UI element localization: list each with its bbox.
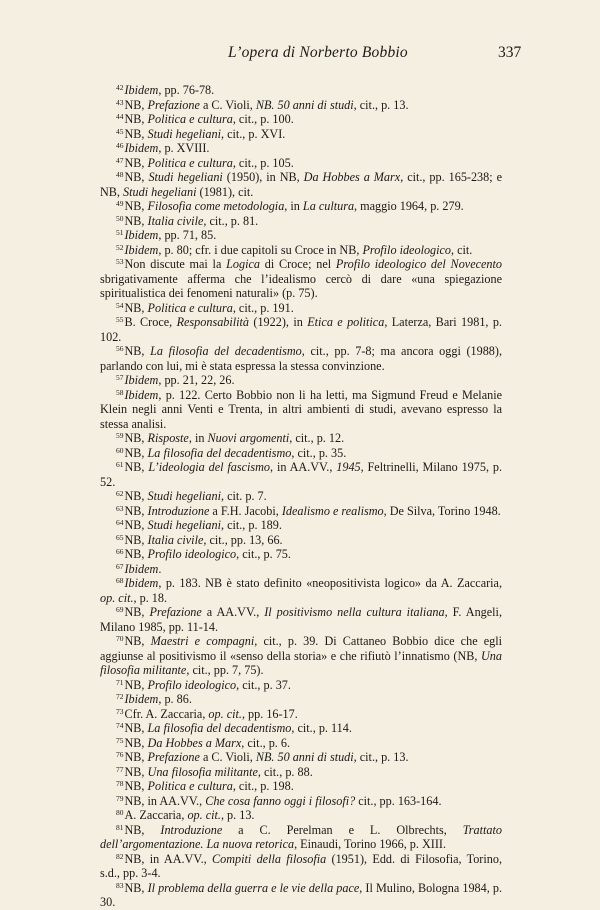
- endnote-italic-title: La cultura: [302, 199, 355, 213]
- endnote-number: 74: [116, 721, 124, 730]
- endnote-italic-title: Studi hegeliani: [123, 184, 197, 199]
- endnote: [100, 141, 502, 156]
- endnote-text: , cit., p. XVI.: [220, 126, 286, 141]
- endnote-number: 55: [116, 315, 124, 324]
- endnote-italic-title: Ibidem: [124, 692, 159, 706]
- endnote-italic-title: Che cosa fanno oggi i filosofi?: [205, 793, 356, 808]
- endnote-italic-title: op. cit.: [187, 808, 221, 822]
- endnote-number: 47: [116, 155, 124, 165]
- endnote-number: 49: [116, 199, 124, 208]
- endnote-text: , pp. 76-78.: [158, 83, 215, 97]
- endnote-text: sbrigativamente afferma che l’idealismo cercò di dare «una spiegazione spiritualistica dei fenomeni naturali» (p. 75).: [100, 271, 502, 300]
- endnote-italic-title: Profilo ideologico: [362, 242, 452, 257]
- endnote-text: NB,: [124, 489, 148, 503]
- endnote: [100, 605, 502, 634]
- endnote-text: NB,: [124, 779, 148, 793]
- endnote: [100, 301, 502, 316]
- endnote-text: , in: [188, 431, 208, 445]
- endnote: [100, 112, 502, 127]
- endnote: [100, 460, 502, 489]
- endnote-number: 51: [116, 228, 124, 237]
- endnote-text: , p. XVIII.: [158, 141, 210, 155]
- endnote-text: , cit., p. 198.: [232, 779, 294, 793]
- endnote-italic-title: Filosofia come metodologia: [147, 199, 285, 213]
- endnote-italic-title: 1945: [336, 460, 361, 474]
- endnote-italic-title: Profilo ideologico del Novecento: [335, 257, 502, 271]
- endnote-number: 48: [116, 170, 124, 179]
- endnote-italic-title: Politica e cultura: [147, 112, 233, 126]
- endnote-text: NB,: [124, 445, 148, 460]
- endnote: [100, 547, 502, 562]
- endnote-italic-title: La filosofia del decadentismo: [147, 445, 292, 460]
- endnote: [100, 823, 502, 852]
- endnote-text: , p. 13.: [220, 808, 255, 822]
- endnote-text: B. Croce,: [124, 315, 177, 329]
- endnote-number: 75: [116, 735, 124, 745]
- endnote-text: , cit., p. 35.: [291, 445, 347, 460]
- endnote-text: NB,: [124, 764, 148, 779]
- endnote-italic-title: Studi hegeliani: [148, 170, 223, 184]
- endnote-text: , p. 86.: [158, 692, 192, 706]
- endnote-italic-title: Italia civile: [147, 532, 204, 547]
- endnote-text: , pp. 21, 22, 26.: [158, 373, 235, 387]
- endnote-text: , pp. 16-17.: [241, 706, 298, 721]
- endnote-italic-title: L’ideologia del fascismo: [148, 460, 271, 474]
- endnote-italic-title: Italia civile: [147, 213, 204, 228]
- endnote-text: , F. Angeli, Milano 1985, pp. 11-14.: [100, 605, 502, 634]
- endnote-number: 76: [116, 750, 124, 759]
- endnote-number: 56: [116, 344, 124, 353]
- endnote-italic-title: Introduzione: [160, 822, 223, 837]
- endnote-text: , cit., p. 105.: [232, 155, 294, 170]
- endnote-text: , cit., p. 13.: [353, 750, 409, 764]
- endnote-italic-title: Etica e politica: [307, 315, 385, 329]
- endnote: [100, 576, 502, 605]
- endnote-number: 42: [116, 83, 124, 92]
- endnote-number: 71: [116, 677, 124, 687]
- endnote-text: a C. Perelman e L. Olbrechts,: [222, 822, 463, 837]
- endnote-italic-title: Compiti della filosofia: [212, 851, 327, 866]
- endnote-number: 54: [116, 300, 124, 310]
- endnote-italic-title: Una filosofia militante: [100, 648, 502, 677]
- endnote-italic-title: Una filosofia militante: [147, 764, 258, 779]
- endnote-italic-title: op. cit.: [100, 590, 134, 605]
- endnote: [100, 562, 502, 577]
- endnote-text: (1922), in: [249, 315, 308, 329]
- endnote-italic-title: Ibidem: [124, 83, 159, 97]
- endnote: [100, 127, 502, 142]
- endnote-text: NB,: [124, 605, 150, 619]
- endnote-text: , cit., p. 189.: [220, 518, 282, 532]
- endnote-italic-title: Ibidem: [124, 387, 159, 402]
- endnote-number: 50: [116, 213, 124, 223]
- endnote-text: a C. Violi,: [199, 97, 256, 112]
- endnote: [100, 228, 502, 243]
- endnote-number: 73: [116, 706, 124, 716]
- endnote-italic-title: Studi hegeliani: [147, 518, 221, 532]
- endnote-text: , in: [284, 199, 303, 213]
- endnote-text: NB,: [124, 677, 148, 692]
- endnote: [100, 533, 502, 548]
- endnote-italic-title: Da Hobbes a Marx: [303, 170, 401, 184]
- endnote: [100, 156, 502, 171]
- endnote-number: 83: [116, 880, 124, 890]
- endnote: [100, 518, 502, 533]
- endnote-text: , in AA.VV.,: [270, 460, 337, 474]
- endnote-italic-title: Risposte: [147, 431, 189, 445]
- endnote: [100, 504, 502, 519]
- endnote-text: NB,: [124, 126, 148, 141]
- endnote-number: 70: [116, 634, 124, 643]
- endnote-text: , De Silva, Torino 1948.: [383, 503, 501, 518]
- endnote-number: 77: [116, 764, 124, 774]
- endnote-text: a C. Violi,: [199, 750, 256, 764]
- endnote-italic-title: Profilo ideologico: [147, 547, 237, 561]
- endnote-number: 61: [116, 460, 124, 469]
- endnote: [100, 750, 502, 765]
- endnote-italic-title: Da Hobbes a Marx: [147, 735, 242, 750]
- endnote-text: , cit., pp. 7, 75).: [186, 663, 264, 677]
- endnote-number: 82: [116, 851, 124, 861]
- endnote-number: 44: [116, 112, 124, 121]
- endnote-text: NB,: [124, 460, 149, 474]
- endnote-text: A. Zaccaria,: [124, 808, 188, 822]
- endnote-number: 81: [116, 822, 124, 832]
- endnote-italic-title: Il problema della guerra e le vie della pace: [147, 880, 360, 895]
- endnote-text: , Feltrinelli, Milano 1975, p. 52.: [100, 460, 502, 489]
- endnote-text: NB,: [124, 822, 161, 837]
- endnote-text: , cit., p. 39. Di Cattaneo Bobbio dice che egli aggiunse al positivismo il «senso della storia» e che rifiutò l’innatismo (NB,: [100, 634, 503, 663]
- endnote-number: 78: [116, 779, 124, 788]
- endnote-text: , cit., p. 88.: [257, 764, 313, 779]
- endnote: [100, 373, 502, 388]
- endnote-text: Non discute mai la: [124, 257, 227, 271]
- endnote-italic-title: Il positivismo nella cultura italiana: [264, 605, 445, 619]
- endnote-text: , cit. p. 7.: [220, 489, 267, 503]
- endnote-italic-title: Profilo ideologico: [147, 677, 237, 692]
- endnote-number: 52: [116, 242, 124, 252]
- endnote-number: 67: [116, 561, 124, 571]
- endnote-text: , cit., p. 13.: [353, 97, 409, 112]
- endnote-italic-title: Trattato dell’argomentazione. La nuova retorica: [100, 822, 502, 851]
- endnote-italic-title: op. cit.: [208, 706, 242, 721]
- endnote-number: 62: [116, 489, 124, 498]
- endnote-number: 64: [116, 518, 124, 527]
- endnote-text: NB, in AA.VV.,: [124, 851, 212, 866]
- endnote-number: 80: [116, 808, 124, 817]
- endnote-text: , cit., pp. 13, 66.: [203, 532, 283, 547]
- endnote-italic-title: NB. 50 anni di studi: [255, 750, 354, 764]
- endnote-text: NB,: [124, 880, 148, 895]
- endnote-text: a F.H. Jacobi,: [209, 503, 282, 518]
- endnote-number: 63: [116, 503, 124, 513]
- endnote-text: , Laterza, Bari 1981, p. 102.: [100, 315, 502, 344]
- endnote-text: , cit., pp. 165-238; e NB,: [100, 170, 503, 199]
- endnote-number: 68: [116, 576, 124, 585]
- endnote-text: , p. 18.: [133, 590, 168, 605]
- endnote-text: (1981), cit.: [196, 184, 254, 199]
- endnote-text: NB,: [124, 213, 148, 228]
- endnote-text: NB,: [124, 300, 148, 315]
- endnote-number: 79: [116, 793, 124, 803]
- running-head: [0, 44, 600, 68]
- endnote-text: NB,: [124, 97, 148, 112]
- endnote-italic-title: Prefazione: [147, 750, 200, 764]
- endnote: [100, 446, 502, 461]
- endnote-italic-title: Prefazione: [147, 97, 200, 112]
- endnote-italic-title: NB. 50 anni di studi: [255, 97, 354, 112]
- endnote-italic-title: Studi hegeliani: [147, 126, 221, 141]
- endnote-number: 53: [116, 257, 124, 266]
- endnote-text: , p. 80; cfr. i due capitoli su Croce in NB,: [158, 242, 363, 257]
- endnote-text: , cit., p. 191.: [232, 300, 294, 315]
- endnote-italic-title: Politica e cultura: [147, 779, 233, 793]
- endnote-text: NB,: [124, 750, 148, 764]
- endnote: [100, 721, 502, 736]
- endnote-text: (1950), in NB,: [222, 170, 304, 184]
- endnote: [100, 881, 502, 910]
- endnote-text: NB,: [124, 431, 148, 445]
- endnote-italic-title: Ibidem: [124, 141, 159, 155]
- endnote: [100, 808, 502, 823]
- endnote-italic-title: La filosofia del decadentismo: [147, 721, 292, 735]
- endnote-italic-title: Ibidem: [124, 228, 159, 242]
- endnote-number: 43: [116, 97, 124, 107]
- endnote-text: NB,: [124, 199, 148, 213]
- endnote: [100, 83, 502, 98]
- endnote-text: NB,: [124, 634, 151, 648]
- endnote: [100, 779, 502, 794]
- endnote: [100, 794, 502, 809]
- endnote-italic-title: Ibidem: [124, 576, 159, 590]
- endnote-text: , Einaudi, Torino 1966, p. XIII.: [294, 837, 446, 851]
- endnote: [100, 315, 502, 344]
- endnote-number: 45: [116, 126, 124, 136]
- endnote-text: NB,: [124, 112, 148, 126]
- endnote-italic-title: Introduzione: [147, 503, 210, 518]
- endnote-number: 58: [116, 387, 124, 397]
- endnote: [100, 214, 502, 229]
- endnote-italic-title: Politica e cultura: [147, 300, 233, 315]
- endnote-text: , pp. 71, 85.: [158, 228, 217, 242]
- endnote-italic-title: Maestri e compagni: [150, 634, 255, 648]
- endnote-text: di Croce; nel: [259, 257, 336, 271]
- endnote-italic-title: Nuovi argomenti: [207, 431, 290, 445]
- endnote-text: NB, in AA.VV.,: [124, 793, 206, 808]
- endnote: [100, 98, 502, 113]
- endnote: [100, 634, 502, 678]
- endnote-number: 46: [116, 141, 124, 150]
- endnote-number: 65: [116, 532, 124, 542]
- endnote-text: , cit., p. 114.: [291, 721, 352, 735]
- endnote-number: 66: [116, 547, 124, 556]
- endnote-italic-title: La filosofia del decadentismo: [150, 344, 302, 358]
- endnote-text: NB,: [124, 503, 148, 518]
- endnote-text: , cit., pp. 7-8; ma ancora oggi (1988), parlando con lui, mi è stata espressa la stessa convinzione.: [100, 344, 503, 373]
- endnote: [100, 765, 502, 780]
- endnote: [100, 199, 502, 214]
- endnote-text: cit., pp. 163-164.: [355, 793, 442, 808]
- endnote-number: 72: [116, 692, 124, 701]
- endnote: [100, 489, 502, 504]
- endnote-text: , cit., p. 6.: [241, 735, 291, 750]
- endnote-text: (1951), Edd. di Filosofia, Torino, s.d., pp. 3-4.: [100, 851, 502, 880]
- endnote-text: , cit., p. 37.: [236, 677, 291, 692]
- endnote-text: , p. 183. NB è stato definito «neopositivista logico» da A. Zaccaria,: [158, 576, 502, 590]
- endnote-number: 57: [116, 373, 124, 382]
- endnote-italic-title: Idealismo e realismo: [281, 503, 384, 518]
- endnote: [100, 344, 502, 373]
- endnote-italic-title: Logica: [226, 257, 260, 271]
- endnote-text: NB,: [124, 518, 148, 532]
- endnote-text: NB,: [124, 547, 148, 561]
- endnote-text: , cit., p. 81.: [203, 213, 259, 228]
- endnote-italic-title: Ibidem: [124, 561, 159, 576]
- endnote-text: a AA.VV.,: [201, 605, 265, 619]
- page-number: 337: [498, 44, 522, 61]
- endnote-text: NB,: [124, 344, 151, 358]
- endnote-text: NB,: [124, 532, 148, 547]
- endnote-number: 69: [116, 605, 124, 614]
- endnote-number: 60: [116, 445, 124, 455]
- endnote-italic-title: Studi hegeliani: [147, 489, 221, 503]
- endnote-italic-title: Ibidem: [124, 373, 159, 387]
- endnote-italic-title: Politica e cultura: [147, 155, 233, 170]
- endnotes-list: [100, 83, 502, 910]
- endnote-text: , p. 122. Certo Bobbio non li ha letti, ma Sigmund Freud e Melanie Klein negli anni Venti e Trenta, in altri ambienti di studi, avevano espresso la stessa analisi.: [100, 387, 502, 431]
- endnote: [100, 431, 502, 446]
- endnote: [100, 692, 502, 707]
- endnote-italic-title: Prefazione: [149, 605, 202, 619]
- endnote-text: NB,: [124, 170, 149, 184]
- endnote: [100, 678, 502, 693]
- endnote-text: , cit., p. 12.: [289, 431, 345, 445]
- endnote-text: NB,: [124, 721, 148, 735]
- endnote: [100, 388, 502, 432]
- endnote-text: NB,: [124, 735, 148, 750]
- endnote: [100, 170, 502, 199]
- endnote: [100, 736, 502, 751]
- endnote-text: , cit., p. 75.: [236, 547, 291, 561]
- endnote-text: , maggio 1964, p. 279.: [354, 199, 464, 213]
- running-title: L’opera di Norberto Bobbio: [228, 44, 408, 61]
- endnote-italic-title: Responsabilità: [176, 315, 250, 329]
- endnote-text: NB,: [124, 155, 148, 170]
- endnote-text: .: [158, 561, 162, 576]
- endnote: [100, 243, 502, 258]
- endnote: [100, 707, 502, 722]
- endnote-text: Cfr. A. Zaccaria,: [124, 706, 209, 721]
- endnote-text: , cit.: [451, 242, 473, 257]
- endnote: [100, 257, 502, 301]
- endnote-number: 59: [116, 431, 124, 440]
- endnote-text: , Il Mulino, Bologna 1984, p. 30.: [100, 880, 502, 909]
- endnote-text: , cit., p. 100.: [232, 112, 294, 126]
- endnote: [100, 852, 502, 881]
- endnote-italic-title: Ibidem: [124, 242, 159, 257]
